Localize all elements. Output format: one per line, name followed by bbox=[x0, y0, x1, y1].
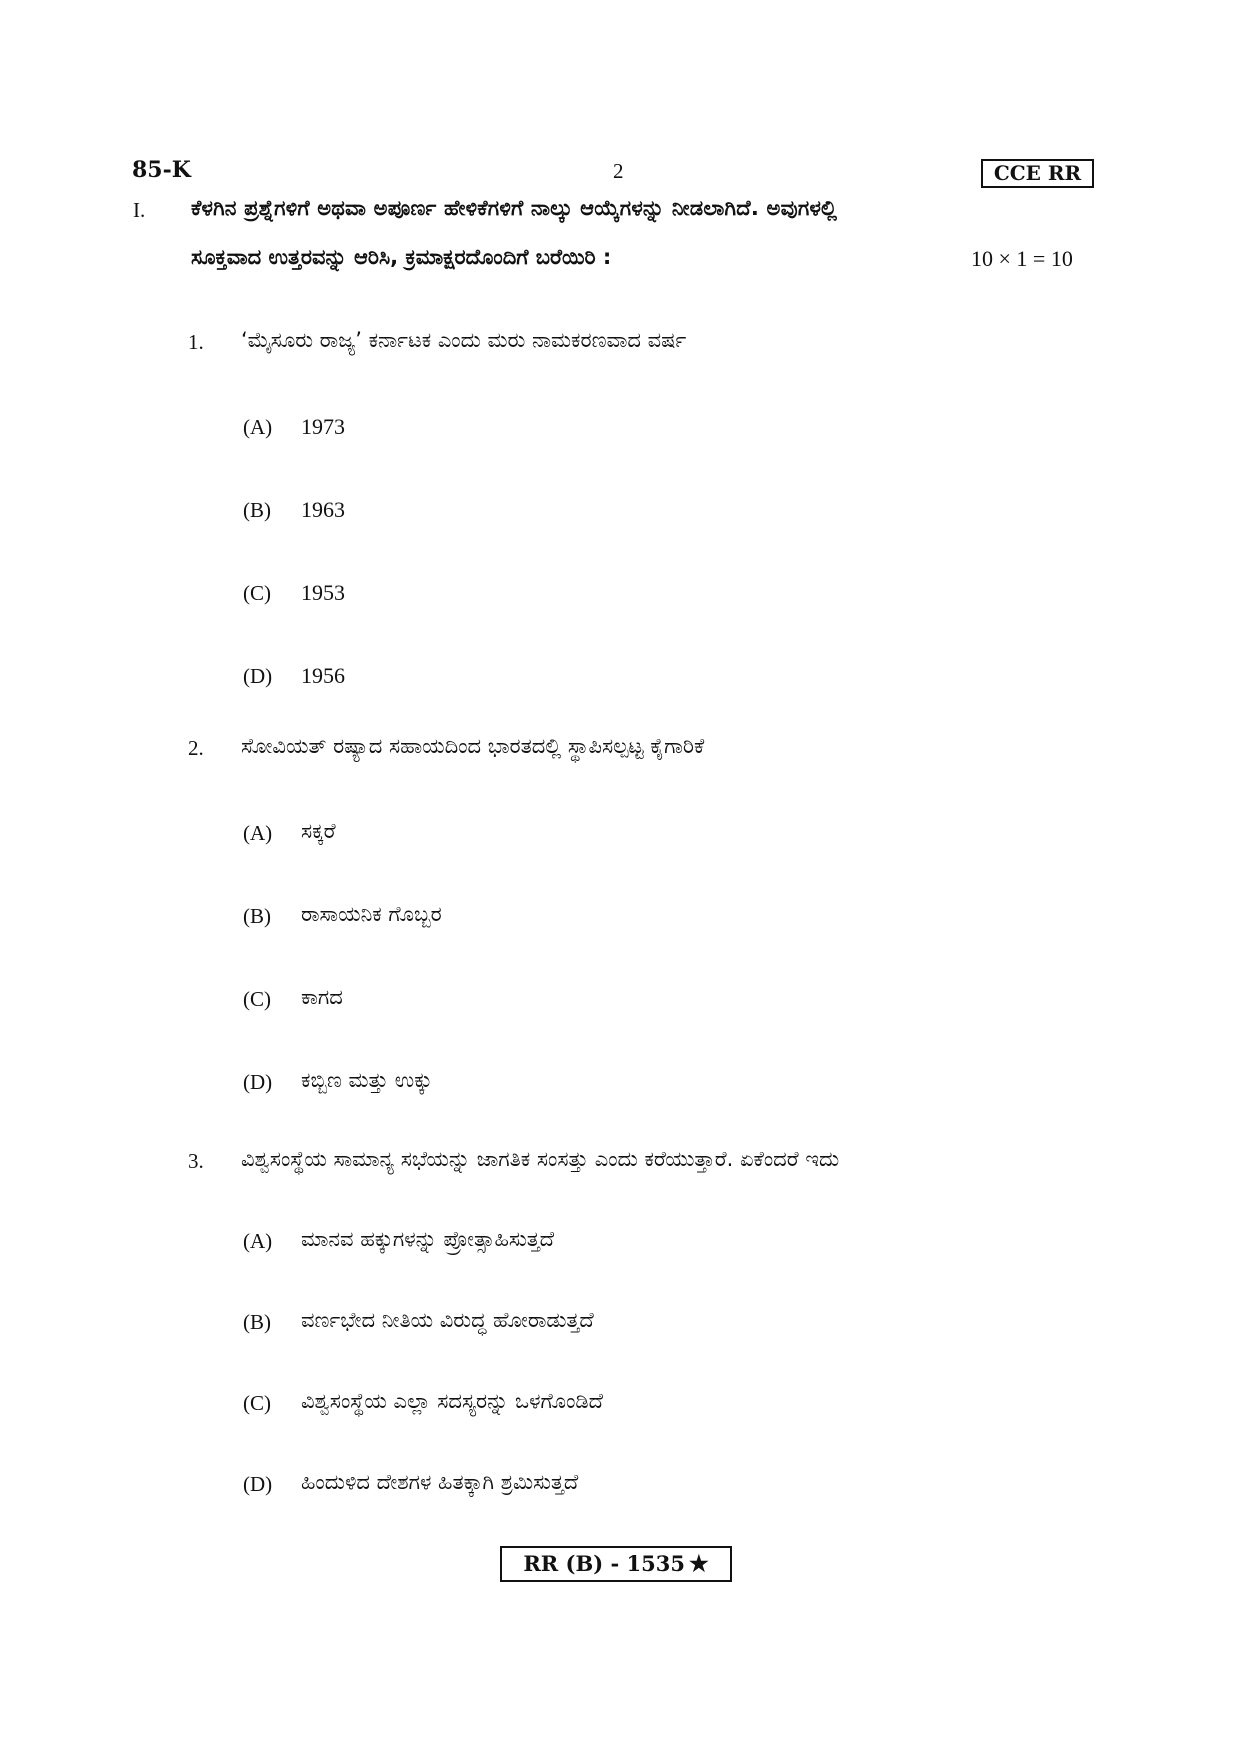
footer-code: RR (B) - 1535 bbox=[523, 1551, 685, 1576]
series-code-box bbox=[981, 159, 1094, 188]
option-label: (D) bbox=[243, 1070, 273, 1094]
option-text: ಕಾಗದ bbox=[301, 985, 343, 1009]
option-label: (C) bbox=[243, 581, 271, 605]
option-label: (D) bbox=[243, 1472, 273, 1496]
section-number: I. bbox=[133, 198, 146, 222]
option-label: (C) bbox=[243, 987, 271, 1011]
question-text: ಸೋವಿಯತ್ ರಷ್ಯಾದ ಸಹಾಯದಿಂದ ಭಾರತದಲ್ಲಿ ಸ್ಥಾಪಿಸಲ್ಪಟ್ಟ ಕೈಗಾರಿಕೆ bbox=[241, 734, 705, 758]
question-text: ವಿಶ್ವಸಂಸ್ಥೆಯ ಸಾಮಾನ್ಯ ಸಭೆಯನ್ನು ಜಾಗತಿಕ ಸಂಸತ್ತು ಎಂದು ಕರೆಯುತ್ತಾರೆ. ಏಕೆಂದರೆ ಇದು bbox=[241, 1147, 840, 1171]
option-label: (C) bbox=[243, 1391, 271, 1415]
question-number: 2. bbox=[188, 736, 204, 760]
footer-code-box bbox=[500, 1546, 732, 1582]
option-label: (B) bbox=[243, 904, 271, 928]
paper-code: 85-K bbox=[132, 157, 191, 183]
question-text: ‘ಮೈಸೂರು ರಾಜ್ಯ’ ಕರ್ನಾಟಕ ಎಂದು ಮರು ನಾಮಕರಣವಾದ ವರ್ಷ bbox=[241, 328, 687, 352]
section-instruction-line1: ಕೆಳಗಿನ ಪ್ರಶ್ನೆಗಳಿಗೆ ಅಥವಾ ಅಪೂರ್ಣ ಹೇಳಿಕೆಗಳಿಗೆ ನಾಲ್ಕು ಆಯ್ಕೆಗಳನ್ನು ನೀಡಲಾಗಿದೆ. ಅವುಗಳಲ್ಲಿ bbox=[191, 196, 838, 220]
option-text: 1963 bbox=[301, 497, 345, 522]
page-number: 2 bbox=[613, 159, 624, 183]
option-label: (B) bbox=[243, 1310, 271, 1334]
section-marks: 10 × 1 = 10 bbox=[971, 246, 1073, 271]
option-label: (A) bbox=[243, 415, 273, 439]
option-label: (B) bbox=[243, 498, 271, 522]
series-code: CCE RR bbox=[993, 161, 1082, 185]
section-instruction-line2: ಸೂಕ್ತವಾದ ಉತ್ತರವನ್ನು ಆರಿಸಿ, ಕ್ರಮಾಕ್ಷರದೊಂದಿಗೆ ಬರೆಯಿರಿ : bbox=[191, 245, 612, 269]
option-text: 1973 bbox=[301, 414, 345, 439]
option-text: ರಾಸಾಯನಿಕ ಗೊಬ್ಬರ bbox=[301, 902, 442, 926]
option-text: ವಿಶ್ವಸಂಸ್ಥೆಯ ಎಲ್ಲಾ ಸದಸ್ಯರನ್ನು ಒಳಗೊಂಡಿದೆ bbox=[301, 1389, 604, 1413]
option-label: (A) bbox=[243, 1229, 273, 1253]
option-text: 1956 bbox=[301, 663, 345, 688]
question-number: 1. bbox=[188, 330, 204, 354]
option-label: (D) bbox=[243, 664, 273, 688]
option-text: ಸಕ್ಕರೆ bbox=[301, 819, 336, 843]
option-label: (A) bbox=[243, 821, 273, 845]
option-text: ಕಬ್ಬಿಣ ಮತ್ತು ಉಕ್ಕು bbox=[301, 1068, 433, 1092]
question-number: 3. bbox=[188, 1149, 204, 1173]
option-text: ಹಿಂದುಳಿದ ದೇಶಗಳ ಹಿತಕ್ಕಾಗಿ ಶ್ರಮಿಸುತ್ತದೆ bbox=[301, 1470, 579, 1494]
star-icon: ★ bbox=[688, 1551, 709, 1577]
option-text: ಮಾನವ ಹಕ್ಕುಗಳನ್ನು ಪ್ರೋತ್ಸಾಹಿಸುತ್ತದೆ bbox=[301, 1227, 555, 1251]
option-text: 1953 bbox=[301, 580, 345, 605]
option-text: ವರ್ಣಭೇದ ನೀತಿಯ ವಿರುದ್ಧ ಹೋರಾಡುತ್ತದೆ bbox=[301, 1308, 594, 1332]
